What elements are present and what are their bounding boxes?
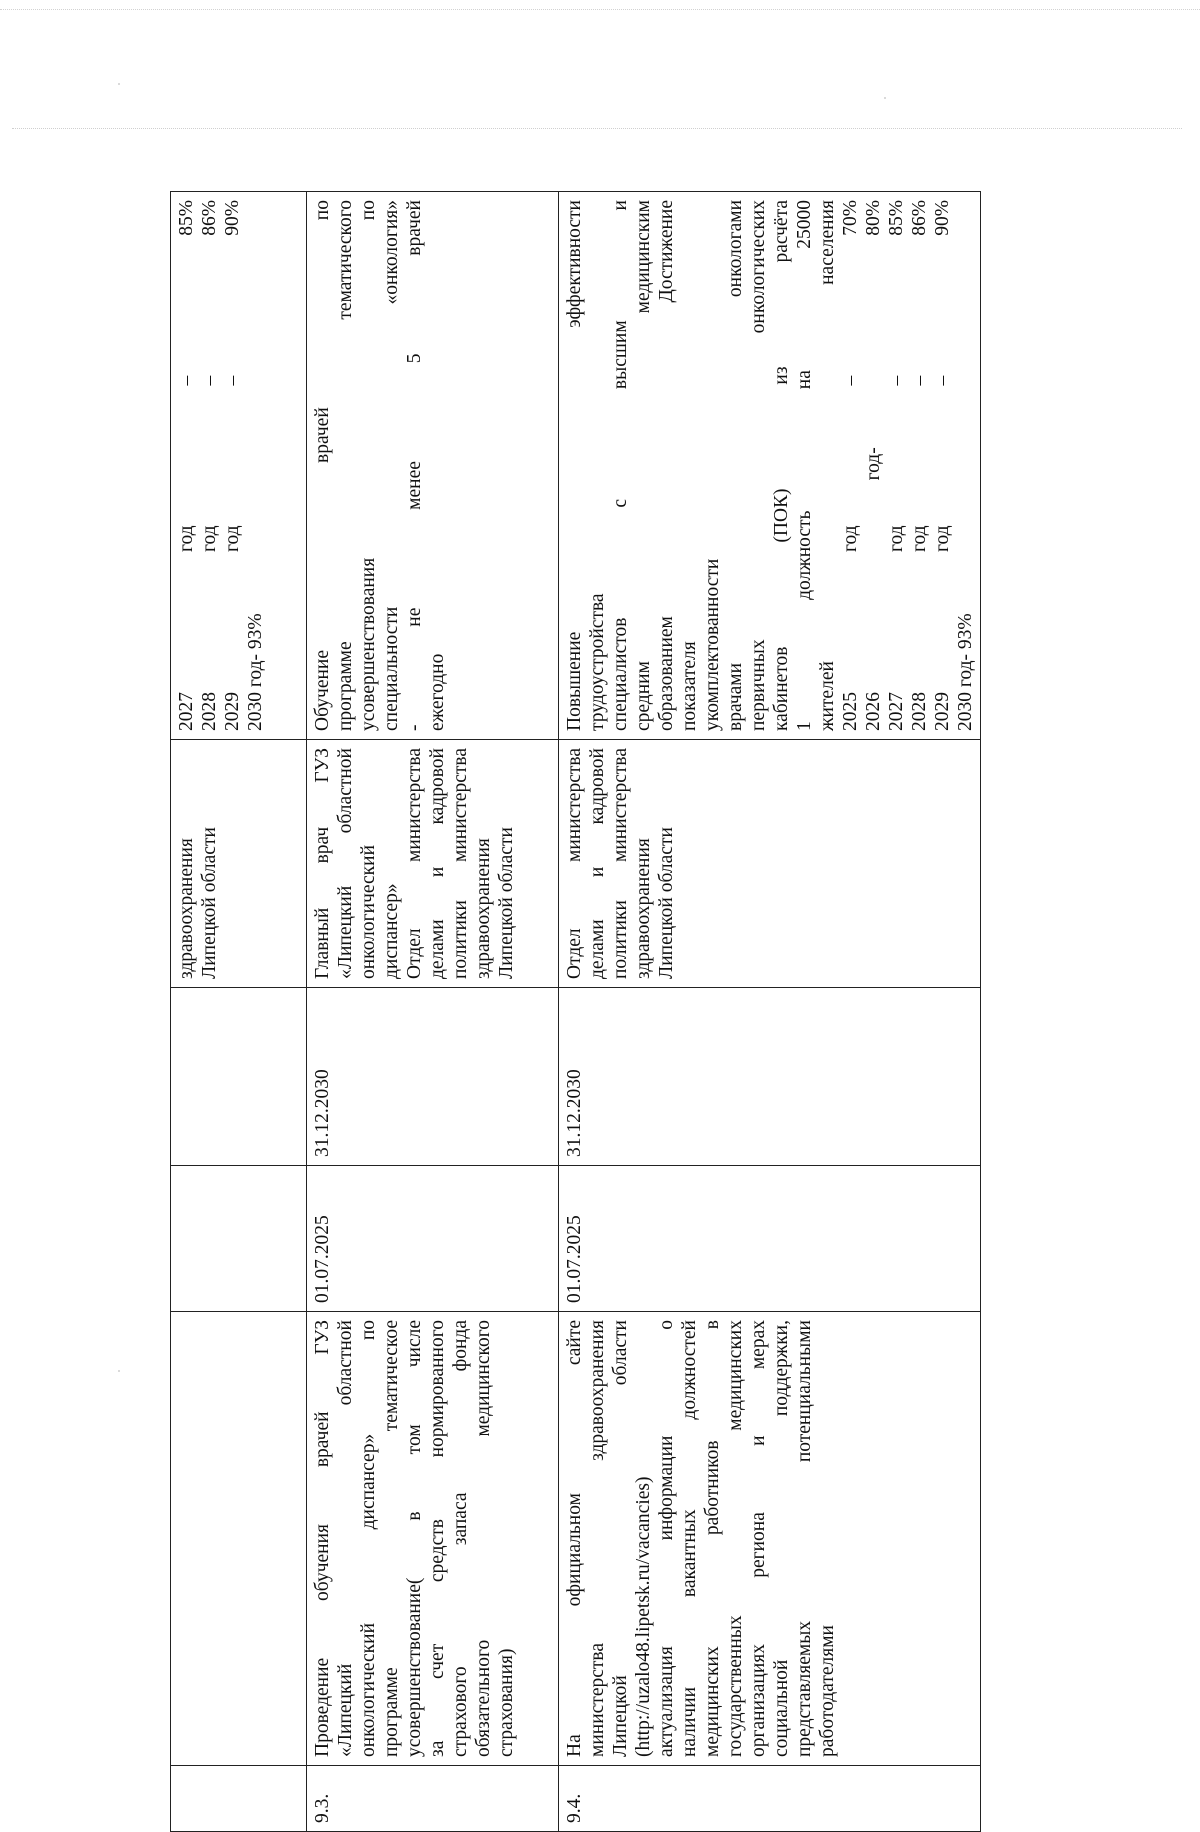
text-line: здравоохранения xyxy=(176,838,197,979)
text-line: первичных онкологических xyxy=(748,200,769,731)
text-line: образованием Достижение xyxy=(656,200,677,731)
text-line: усовершенствования по xyxy=(358,200,379,731)
responsible-cell xyxy=(559,740,981,988)
text-line: социальной поддержки, xyxy=(771,1320,792,1757)
text-line: представляемых потенциальными xyxy=(794,1320,815,1757)
measures-table xyxy=(170,191,981,1832)
table-row xyxy=(171,192,307,1832)
table-row xyxy=(559,192,981,1832)
text-line: укомплектованности xyxy=(702,558,723,731)
text-line: специалистов с высшим и xyxy=(610,200,631,731)
text-line: организациях региона и мерах xyxy=(748,1320,769,1757)
text-line: 2027 год – 85% xyxy=(886,200,907,731)
text-line: делами и кадровой xyxy=(427,748,448,979)
start-date-cell xyxy=(307,1166,559,1312)
end-date-cell xyxy=(171,988,307,1166)
text-line: трудоустройства xyxy=(587,593,608,731)
result-cell xyxy=(307,192,559,740)
text-line: Отдел министерства xyxy=(564,748,585,979)
text-line: Главный врач ГУЗ xyxy=(312,748,333,979)
text-line: кабинетов (ПОК) из расчёта xyxy=(771,200,792,731)
text-line: 1 должность на 25000 xyxy=(794,200,815,731)
activity-cell xyxy=(559,1312,981,1766)
item-number-cell-text: 9.3. xyxy=(312,1793,333,1823)
item-number-cell xyxy=(171,1766,307,1832)
end-date-cell-text: 31.12.2030 xyxy=(312,1069,333,1157)
text-line: 2029 год – 90% xyxy=(932,200,953,731)
text-line: «Липецкий областной xyxy=(335,748,356,979)
text-line: программе тематического xyxy=(335,200,356,731)
text-line: показателя xyxy=(679,641,700,731)
text-line: 2027 год – 85% xyxy=(176,200,197,731)
text-line: ежегодно xyxy=(427,653,448,731)
scan-speck xyxy=(118,83,120,85)
text-line: здравоохранения xyxy=(633,838,654,979)
text-line: здравоохранения xyxy=(473,838,494,979)
start-date-cell-text: 01.07.2025 xyxy=(312,1215,333,1303)
text-line: актуализация информации о xyxy=(656,1320,677,1757)
text-line: 2026 год- 80% xyxy=(863,200,884,731)
text-line: 2025 год – 70% xyxy=(840,200,861,731)
text-line: за счет средств нормированного xyxy=(427,1320,448,1757)
text-line: - не менее 5 врачей xyxy=(404,200,425,731)
text-line: делами и кадровой xyxy=(587,748,608,979)
text-line: обязательного медицинского xyxy=(473,1320,494,1757)
end-date-cell xyxy=(559,988,981,1166)
text-line: Обучение врачей по xyxy=(312,200,333,731)
responsible-cell xyxy=(171,740,307,988)
activity-cell xyxy=(171,1312,307,1766)
table-row xyxy=(307,192,559,1832)
scan-artifact-top-line xyxy=(0,9,1200,10)
text-line: жителей населения xyxy=(817,200,838,731)
scan-speck xyxy=(118,1370,120,1372)
text-line: онкологический диспансер» по xyxy=(358,1320,379,1757)
text-line: Липецкой области xyxy=(199,827,220,979)
rotated-table-page xyxy=(170,192,976,1832)
text-line: работодателями xyxy=(817,1625,838,1757)
scan-artifact-dotted-line xyxy=(12,128,1182,129)
result-cell xyxy=(171,192,307,740)
text-line: 2029 год – 90% xyxy=(222,200,243,731)
text-line: Повышение эффективности xyxy=(564,200,585,731)
text-line: Отдел министерства xyxy=(404,748,425,979)
text-line: страхового запаса фонда xyxy=(450,1320,471,1757)
text-line: страхования) xyxy=(496,1648,517,1757)
scan-speck xyxy=(884,97,886,99)
text-line: медицинских работников в xyxy=(702,1320,723,1757)
text-line: 2030 год- 93% xyxy=(245,613,266,731)
activity-cell xyxy=(307,1312,559,1766)
responsible-cell xyxy=(307,740,559,988)
result-cell xyxy=(559,192,981,740)
text-line: диспансер» xyxy=(381,883,402,979)
end-date-cell xyxy=(307,988,559,1166)
start-date-cell xyxy=(171,1166,307,1312)
start-date-cell xyxy=(559,1166,981,1312)
text-line: На официальном сайте xyxy=(564,1320,585,1757)
text-line: онкологический xyxy=(358,844,379,979)
text-line: Липецкой области xyxy=(656,827,677,979)
end-date-cell-text: 31.12.2030 xyxy=(564,1069,585,1157)
text-line: Липецкой области xyxy=(496,827,517,979)
item-number-cell xyxy=(307,1766,559,1832)
text-line: программе тематическое xyxy=(381,1320,402,1757)
text-line: 2030 год- 93% xyxy=(955,613,976,731)
start-date-cell-text: 01.07.2025 xyxy=(564,1215,585,1303)
text-line: министерства здравоохранения xyxy=(587,1320,608,1757)
text-line: (http://uzalo48.lipetsk.ru/vacancies) xyxy=(633,1476,654,1757)
text-line: государственных медицинских xyxy=(725,1320,746,1757)
text-line: врачами онкологами xyxy=(725,200,746,731)
text-line: Проведение обучения врачей ГУЗ xyxy=(312,1320,333,1757)
text-line: «Липецкий областной xyxy=(335,1320,356,1757)
text-line: Липецкой области xyxy=(610,1320,631,1757)
text-line: 2028 год – 86% xyxy=(199,200,220,731)
text-line: специальности «онкология» xyxy=(381,200,402,731)
text-line: усовершенствование( в том числе xyxy=(404,1320,425,1757)
item-number-cell xyxy=(559,1766,981,1832)
text-line: 2028 год – 86% xyxy=(909,200,930,731)
text-line: средним медицинским xyxy=(633,200,654,731)
item-number-cell-text: 9.4. xyxy=(564,1793,585,1823)
text-line: политики министерства xyxy=(610,748,631,979)
text-line: политики министерства xyxy=(450,748,471,979)
text-line: наличии вакантных должностей xyxy=(679,1320,700,1757)
